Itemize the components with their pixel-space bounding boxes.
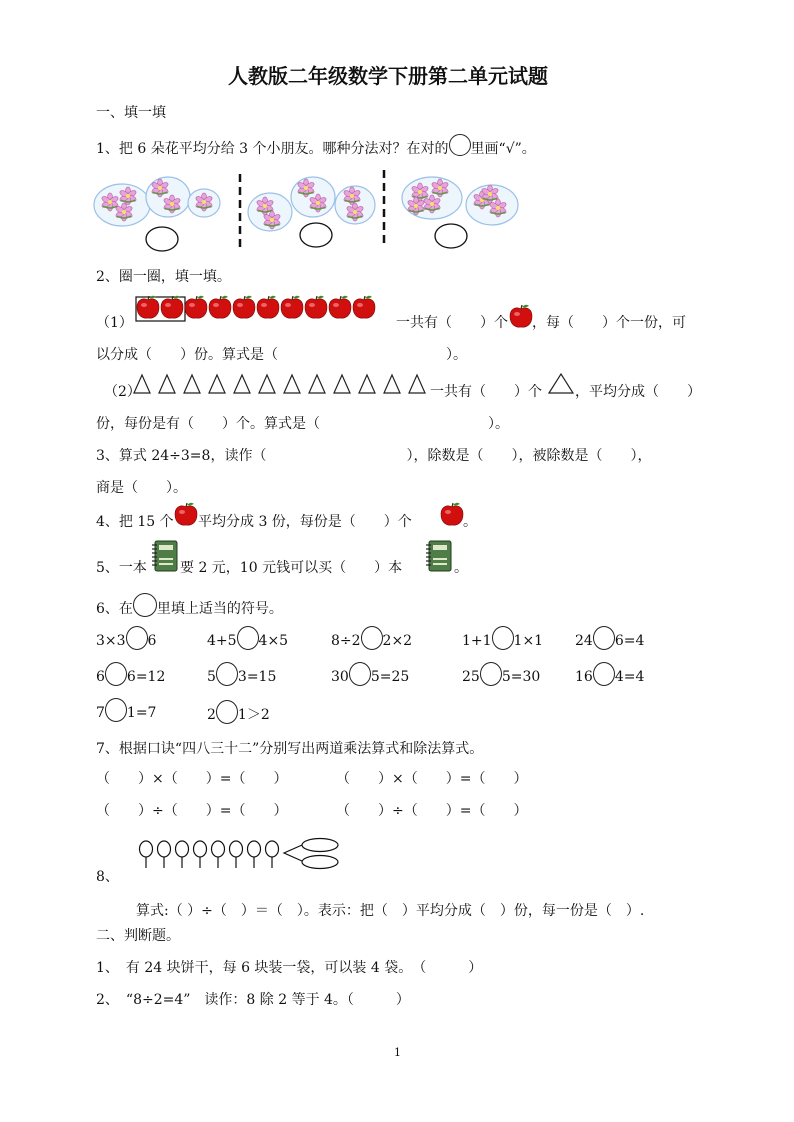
question-2-part1-text2: ，每（ ）个一份，可: [532, 315, 686, 331]
question-6-label-text: 6、在: [96, 601, 133, 617]
notebook-icon: [425, 540, 453, 574]
question-6-label: [96, 598, 283, 618]
expression-left: 2: [207, 707, 216, 723]
expression-right: 1=7: [126, 705, 157, 721]
symbol-fill-item: [575, 632, 644, 650]
judge-item-1: 1、 有 24 块饼干，每 6 块装一袋，可以装 4 袋。 （ ）: [96, 960, 483, 976]
question-1-text: 1、把 6 朵花平均分给 3 个小朋友。哪种分法对？在对的: [96, 141, 449, 157]
symbol-fill-item: [331, 632, 412, 650]
expression-right: 5=25: [370, 669, 410, 685]
page-title: 人教版二年级数学下册第二单元试题: [228, 64, 548, 88]
lollipop-grouping-illustration: [134, 836, 354, 876]
symbol-answer-circle-icon[interactable]: [126, 626, 148, 650]
question-2-part2-text2: ，平均分成（ ）: [575, 384, 701, 400]
question-2-part1-text: 一共有（ ）个: [396, 315, 508, 331]
flower-groups-illustration: [0, 170, 794, 270]
expression-right: 5=30: [501, 669, 541, 685]
expression-left: 7: [96, 705, 105, 721]
apple-icon: [440, 502, 464, 528]
symbol-fill-item: [575, 668, 644, 686]
symbol-answer-circle-icon[interactable]: [361, 626, 383, 650]
expression-right: 6=4: [614, 633, 645, 649]
symbol-answer-circle-icon[interactable]: [593, 662, 615, 686]
question-6-label-text-end: 里填上适当的符号。: [156, 601, 283, 617]
question-2-part1-line1: [396, 312, 508, 332]
apple-icon: [509, 304, 533, 330]
question-1-text-end: 里画“√”。: [470, 141, 536, 157]
question-4-post: 。: [463, 514, 477, 530]
symbol-answer-circle-icon[interactable]: [593, 626, 615, 650]
symbol-fill-item: [331, 668, 409, 686]
question-2-label: 2、圈一圈，填一填。: [96, 269, 231, 285]
symbol-fill-item: [207, 632, 288, 650]
multiplication-blank: （ ）×（ ）=（ ）: [336, 771, 528, 787]
symbol-fill-item: [462, 668, 540, 686]
question-4-mid: 平均分成 3 份，每份是（ ）个: [198, 514, 412, 530]
expression-right: 6: [147, 633, 157, 649]
section-judge-heading: 二、判断题。: [96, 928, 180, 944]
apple-icon: [174, 502, 198, 528]
expression-right: 3=15: [237, 669, 277, 685]
question-2-part1-line2: 以分成（ ）份。算式是（ ）。: [96, 347, 467, 363]
division-blank: （ ）÷（ ）=（ ）: [96, 803, 288, 819]
question-5-pre: 5、一本: [96, 560, 147, 576]
triangle-row-illustration: [132, 372, 442, 396]
symbol-answer-circle-icon[interactable]: [349, 662, 371, 686]
question-5-mid: 要 2 元，10 元钱可以买（ ）本: [180, 560, 403, 576]
expression-left: 3×3: [96, 633, 126, 649]
expression-left: 4+5: [207, 633, 237, 649]
apple-row-illustration: [134, 296, 394, 326]
symbol-answer-circle-icon[interactable]: [216, 700, 238, 724]
symbol-fill-item: [96, 668, 165, 686]
question-2-part2-line2: 份，每份是有（ ）个。算式是（ ）。: [96, 416, 509, 432]
expression-left: 8÷2: [331, 633, 361, 649]
question-3-line1: 3、算式 24÷3=8，读作（ ），除数是（ ），被除数是（ ），: [96, 448, 652, 464]
symbol-answer-circle-icon[interactable]: [237, 626, 259, 650]
symbol-answer-circle-icon[interactable]: [480, 662, 502, 686]
symbol-answer-circle-icon[interactable]: [492, 626, 514, 650]
question-2-part2-number: （2）: [104, 384, 141, 400]
division-blank: （ ）÷（ ）=（ ）: [336, 803, 528, 819]
question-4-pre: 4、把 15 个: [96, 514, 174, 530]
expression-right: 1×1: [513, 633, 544, 649]
symbol-answer-circle-icon[interactable]: [105, 662, 127, 686]
expression-right: 4=4: [614, 669, 645, 685]
expression-right: 4×5: [258, 633, 289, 649]
question-8-formula: 算式:（ ）÷（ ）＝（ ）。表示：把（ ）平均分成（ ）份，每一份是（ ）.: [136, 903, 645, 919]
expression-right: 6=12: [126, 669, 166, 685]
expression-right: 2×2: [382, 633, 413, 649]
expression-left: 1+1: [462, 633, 492, 649]
expression-right: 1＞2: [237, 707, 270, 723]
expression-left: 24: [575, 633, 593, 649]
answer-circle-icon: [449, 134, 471, 156]
symbol-answer-circle-icon[interactable]: [216, 662, 238, 686]
triangle-icon: [548, 372, 574, 396]
symbol-fill-item: [207, 704, 270, 724]
section-fill-heading: 一、填一填: [96, 105, 166, 121]
question-2-part2-text: 一共有（ ）个: [430, 384, 542, 400]
symbol-fill-item: [462, 632, 543, 650]
answer-circle-icon: [133, 593, 157, 617]
symbol-answer-circle-icon[interactable]: [105, 698, 127, 722]
question-2-part1-number: （1）: [96, 315, 133, 331]
expression-left: 5: [207, 669, 216, 685]
symbol-fill-item: [207, 668, 276, 686]
page-number: 1: [394, 1046, 401, 1059]
question-3-line2: 商是（ ）。: [96, 480, 187, 496]
expression-left: 16: [575, 669, 593, 685]
question-7-label: 7、根据口诀“四八三十二”分别写出两道乘法算式和除法算式。: [96, 741, 484, 757]
expression-left: 25: [462, 669, 480, 685]
question-1: [96, 138, 536, 158]
question-8-number: 8、: [96, 869, 119, 885]
expression-left: 6: [96, 669, 105, 685]
symbol-fill-item: [96, 704, 156, 722]
expression-left: 30: [331, 669, 349, 685]
symbol-fill-item: [96, 632, 156, 650]
notebook-icon: [151, 540, 179, 574]
multiplication-blank: （ ）×（ ）=（ ）: [96, 771, 288, 787]
judge-item-2: 2、 “8÷2=4” 读作：8 除 2 等于 4。（ ）: [96, 992, 410, 1008]
question-5-post: 。: [454, 560, 468, 576]
